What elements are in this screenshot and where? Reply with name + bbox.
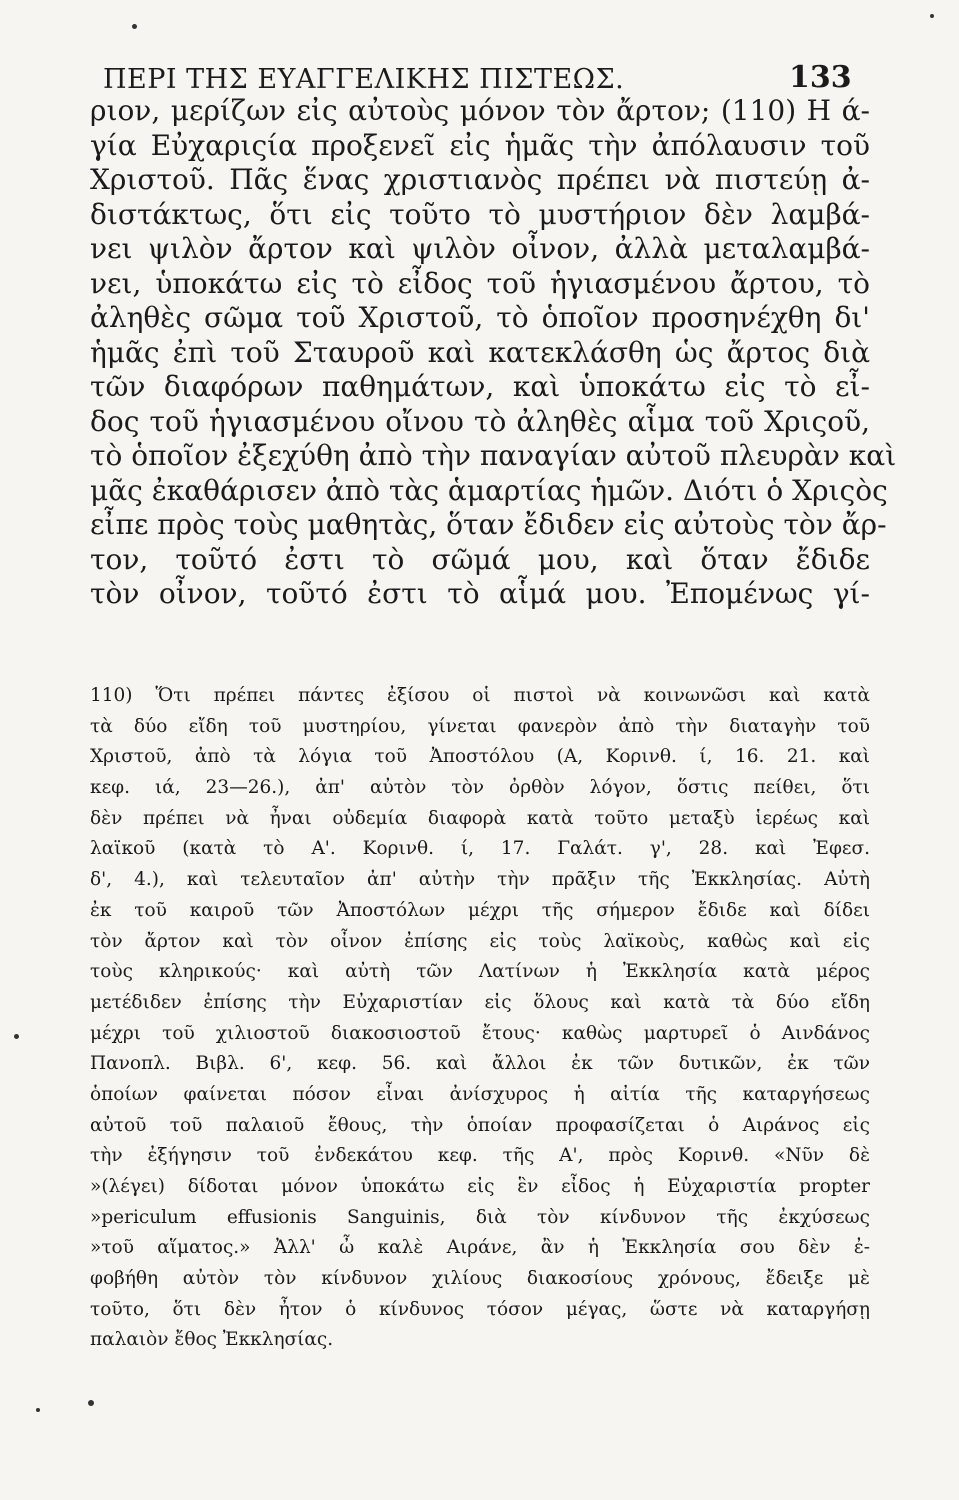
text-line: τον, τοῦτό ἐστι τὸ σῶμά μου, καὶ ὅταν ἔδιδε [90, 542, 870, 576]
footnote-line: τὰ δύο εἴδη τοῦ μυστηρίου, γίνεται φανερὸν ἀπὸ τὴν διαταγὴν τοῦ [90, 715, 870, 737]
text-line: ριον, μερίζων εἰς αὐτοὺς μόνον τὸν ἄρτον; (110) Η ά- [90, 94, 870, 127]
ink-speck [36, 1408, 40, 1412]
footnote-110 [90, 681, 870, 1356]
text-line: ἡμᾶς ἐπὶ τοῦ Σταυροῦ καὶ κατεκλάσθη ὡς ἄρτος διὰ [90, 335, 870, 369]
text-line: Χριστοῦ. Πᾶς ἕνας χριστιανὸς πρέπει νὰ πιστεύῃ ἀ- [90, 163, 870, 196]
footnote-line: τοὺς κληρικούς· καὶ αὐτὴ τῶν Λατίνων ἡ Ἐκκλησία κατὰ μέρος [90, 961, 870, 983]
footnote-line: παλαιὸν ἔθος Ἐκκλησίας. [90, 1329, 334, 1351]
footnote-line: λαϊκοῦ (κατὰ τὸ Α'. Κορινθ. ί, 17. Γαλάτ. γ', 28. καὶ Ἐφεσ. [90, 838, 870, 860]
footnote-line: δὲν πρέπει νὰ ἦναι οὐδεμία διαφορὰ κατὰ τοῦτο μεταξὺ ἱερέως καὶ [90, 807, 870, 829]
footnote-line: τοῦτο, ὅτι δὲν ἦτον ὁ κίνδυνος τόσον μέγας, ὥστε νὰ καταργήσῃ [90, 1298, 870, 1320]
footnote-line: μετέδιδεν ἐπίσης τὴν Εὐχαριστίαν εἰς ὅλους καὶ κατὰ τὰ δύο εἴδη [90, 991, 870, 1013]
running-head: ΠΕΡΙ ΤΗΣ ΕΥΑΓΓΕΛΙΚΗΣ ΠΙΣΤΕΩΣ. [103, 64, 625, 95]
text-line: εἶπε πρὸς τοὺς μαθητὰς, ὅταν ἔδιδεν εἰς αὐτοὺς τὸν ἄρ- [90, 508, 887, 541]
text-line: τὸ ὁποῖον ἐξεχύθη ἀπὸ τὴν παναγίαν αὐτοῦ πλευρὰν καὶ [90, 439, 897, 472]
text-line: ἀληθὲς σῶμα τοῦ Χριστοῦ, τὸ ὁποῖον προσηνέχθη δι' [90, 301, 870, 334]
ink-speck [930, 14, 934, 18]
footnote-line: τὴν ἐξήγησιν τοῦ ἐνδεκάτου κεφ. τῆς Α', πρὸς Κορινθ. «Νῦν δὲ [90, 1145, 870, 1167]
footnote-line: φοβήθη αὐτὸν τὸν κίνδυνον χιλίους διακοσίους χρόνους, ἔδειξε μὲ [90, 1268, 870, 1290]
text-line: νει ψιλὸν ἄρτον καὶ ψιλὸν οἶνον, ἀλλὰ μεταλαμβά- [90, 232, 870, 265]
footnote-line: »periculum effusionis Sanguinis, διὰ τὸν κίνδυνον τῆς ἐκχύσεως [90, 1206, 870, 1228]
ink-speck [88, 1400, 94, 1406]
text-line: δος τοῦ ἡγιασμένου οἴνου τὸ ἀληθὲς αἷμα τοῦ Χριςοῦ, [90, 404, 870, 438]
text-line: διστάκτως, ὅτι εἰς τοῦτο τὸ μυστήριον δὲν λαμβά- [90, 197, 870, 231]
footnote-line: Πανοπλ. Βιβλ. 6', κεφ. 56. καὶ ἄλλοι ἐκ τῶν δυτικῶν, ἐκ τῶν [90, 1053, 870, 1075]
ink-speck [132, 24, 137, 29]
page-number: 133 [789, 60, 852, 95]
text-line: γία Εὐχαριςία προξενεῖ εἰς ἡμᾶς τὴν ἀπόλαυσιν τοῦ [90, 128, 870, 162]
text-line: τῶν διαφόρων παθημάτων, καὶ ὑποκάτω εἰς τὸ εἶ- [90, 370, 870, 403]
footnote-line: τὸν ἄρτον καὶ τὸν οἶνον ἐπίσης εἰς τοὺς λαϊκοὺς, καθὼς καὶ εἰς [90, 930, 870, 952]
footnote-line: Χριστοῦ, ἀπὸ τὰ λόγια τοῦ Ἀποστόλου (Α, Κορινθ. ί, 16. 21. καὶ [90, 746, 870, 768]
footnote-line: κεφ. ιά, 23—26.), ἀπ' αὐτὸν τὸν ὀρθὸν λόγον, ὅστις πείθει, ὅτι [90, 777, 870, 799]
ink-speck [14, 1034, 19, 1039]
footnote-line: »τοῦ αἵματος.» Ἀλλ' ὦ καλὲ Αιράνε, ἂν ἡ Ἐκκλησία σου δὲν ἐ- [90, 1237, 870, 1259]
main-text [90, 94, 897, 612]
text-line: μᾶς ἐκαθάρισεν ἀπὸ τὰς ἁμαρτίας ἡμῶν. Διότι ὁ Χριςὸς [90, 473, 888, 507]
text-line: νει, ὑποκάτω εἰς τὸ εἶδος τοῦ ἡγιασμένου ἄρτου, τὸ [90, 266, 870, 300]
footnote-line: »(λέγει) δίδοται μόνον ὑποκάτω εἰς ἓν εἶδος ἡ Εὐχαριστία propter [90, 1176, 870, 1197]
footnote-line: μέχρι τοῦ χιλιοστοῦ διακοσιοστοῦ ἔτους· καθὼς μαρτυρεῖ ὁ Αινδάνος [90, 1022, 870, 1044]
footnote-line: 110) Ὅτι πρέπει πάντες ἐξίσου οἱ πιστοὶ νὰ κοινωνῶσι καὶ κατὰ [90, 685, 870, 706]
footnote-line: ἐκ τοῦ καιροῦ τῶν Ἀποστόλων μέχρι τῆς σήμερον ἔδιδε καὶ δίδει [90, 899, 870, 921]
footnote-line: δ', 4.), καὶ τελευταῖον ἀπ' αὐτὴν τὴν πρᾶξιν τῆς Ἐκκλησίας. Αὐτὴ [90, 869, 870, 891]
footnote-line: ὁποίων φαίνεται πόσον εἶναι ἀνίσχυρος ἡ αἰτία τῆς καταργήσεως [90, 1083, 870, 1105]
footnote-line: αὐτοῦ τοῦ παλαιοῦ ἔθους, τὴν ὁποίαν προφασίζεται ὁ Αιράνος εἰς [90, 1114, 870, 1136]
text-line: τὸν οἶνον, τοῦτό ἐστι τὸ αἷμά μου. Ἐπομένως γί- [90, 577, 870, 610]
